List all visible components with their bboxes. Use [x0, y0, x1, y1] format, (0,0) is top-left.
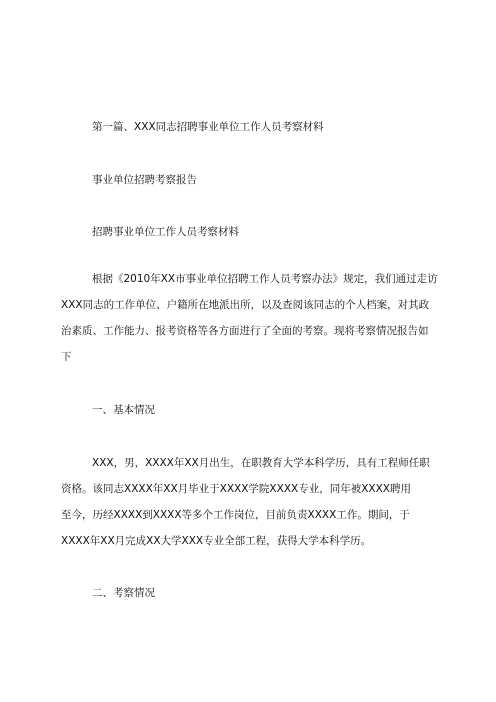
- heading-basic-info: 一、基本情况: [92, 404, 155, 416]
- basic-line-4: XXXX年XX月完成XX大学XXX专业全部工程，获得大学本科学历。: [61, 535, 372, 547]
- document-title: 第一篇、XXX同志招聘事业单位工作人员考察材料: [92, 121, 324, 133]
- basic-line-2: 资格。该同志XXXX年XX月毕业于XXXX学院XXXX专业，同年被XXXX聘用: [61, 483, 411, 495]
- intro-line-1: 根据《2010年XX市事业单位招聘工作人员考察办法》规定，我们通过走访: [92, 273, 438, 285]
- heading-review: 二、考察情况: [92, 587, 155, 599]
- basic-line-1: XXX，男，XXXX年XX月出生，在职教育大学本科学历，具有工程师任职: [92, 457, 430, 469]
- intro-line-2: XXX同志的工作单位、户籍所在地派出所，以及查阅该同志的个人档案，对其政: [61, 299, 430, 311]
- intro-line-3: 治素质、工作能力、报考资格等各方面进行了全面的考察。现将考察情况报告如: [61, 325, 429, 337]
- basic-line-3: 至今，历经XXXX到XXXX等多个工作岗位，目前负责XXXX工作。期间，于: [61, 509, 410, 521]
- intro-line-4: 下: [61, 351, 72, 363]
- document-subtitle: 事业单位招聘考察报告: [92, 174, 197, 186]
- section-title: 招聘事业单位工作人员考察材料: [92, 226, 239, 238]
